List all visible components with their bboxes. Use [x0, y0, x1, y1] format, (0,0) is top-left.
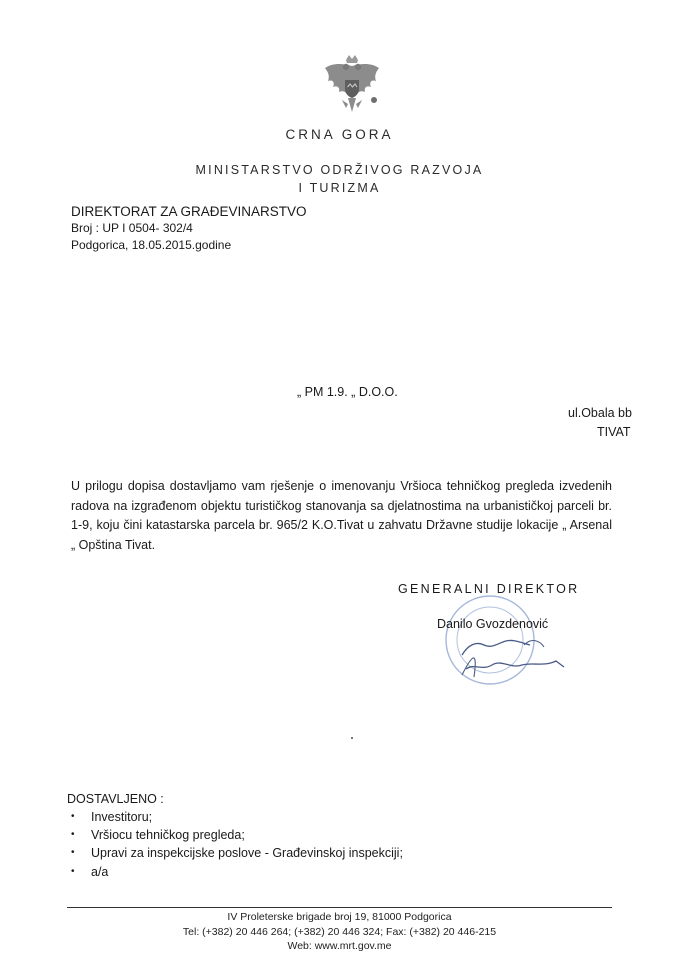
- signatory-title: GENERALNI DIREKTOR: [398, 582, 580, 596]
- footer-web: Web: www.mrt.gov.me: [287, 940, 392, 952]
- recipient-name: „ PM 1.9. „ D.O.O.: [297, 385, 398, 399]
- ministry-name-line2: I TURIZMA: [298, 181, 381, 195]
- recipient-city: TIVAT: [597, 425, 631, 439]
- department-name: DIREKTORAT ZA GRAĐEVINARSTVO: [71, 204, 307, 219]
- list-item-label: Investitoru;: [91, 810, 153, 824]
- list-item: [71, 844, 403, 862]
- list-item: [71, 863, 403, 881]
- list-item-label: Vršiocu tehničkog pregleda;: [91, 828, 245, 843]
- ministry-name-line1: MINISTARSTVO ODRŽIVOG RAZVOJA: [195, 163, 484, 177]
- place-and-date: Podgorica, 18.05.2015.godine: [71, 238, 232, 252]
- signatory-name: Danilo Gvozdenović: [437, 617, 549, 631]
- recipient-street: ul.Obala bb: [568, 406, 632, 420]
- letter-body: U prilogu dopisa dostavljamo vam rješenje o imenovanju Vršioca tehničkog pregleda izvedenih radova na izgrađenom objektu turističkog stanovanja sa djelatnostima na urbanističkoj parceli br. 1-9, koju čini katastarska parcela br. 965/2 K.O.Tivat u zahvatu Državne studije lokacije „ Arsenal „ Opština Tivat.: [71, 479, 612, 552]
- distribution-heading: DOSTAVLJENO :: [67, 792, 164, 806]
- bullet-icon: •: [71, 811, 75, 822]
- list-item-label: a/a: [91, 864, 109, 879]
- footer-divider: [67, 907, 612, 908]
- footer-address: IV Proleterske brigade broj 19, 81000 Podgorica: [227, 911, 452, 923]
- footer-phones: Tel: (+382) 20 446 264; (+382) 20 446 324; Fax: (+382) 20 446-215: [182, 926, 497, 938]
- distribution-list: [71, 808, 403, 881]
- bullet-icon: •: [71, 847, 75, 859]
- reference-number: Broj : UP I 0504- 302/4: [71, 221, 193, 235]
- list-item-label: Upravi za inspekcijske poslove - Građevinskoj inspekciji;: [91, 846, 403, 861]
- list-item: [71, 808, 403, 826]
- divider-dot: [351, 737, 353, 739]
- official-stamp-icon: [432, 585, 582, 695]
- bullet-icon: •: [71, 865, 75, 877]
- bullet-icon: •: [71, 829, 75, 841]
- country-heading: CRNA GORA: [285, 127, 394, 142]
- list-item: [71, 826, 403, 844]
- coat-of-arms-icon: [322, 54, 382, 116]
